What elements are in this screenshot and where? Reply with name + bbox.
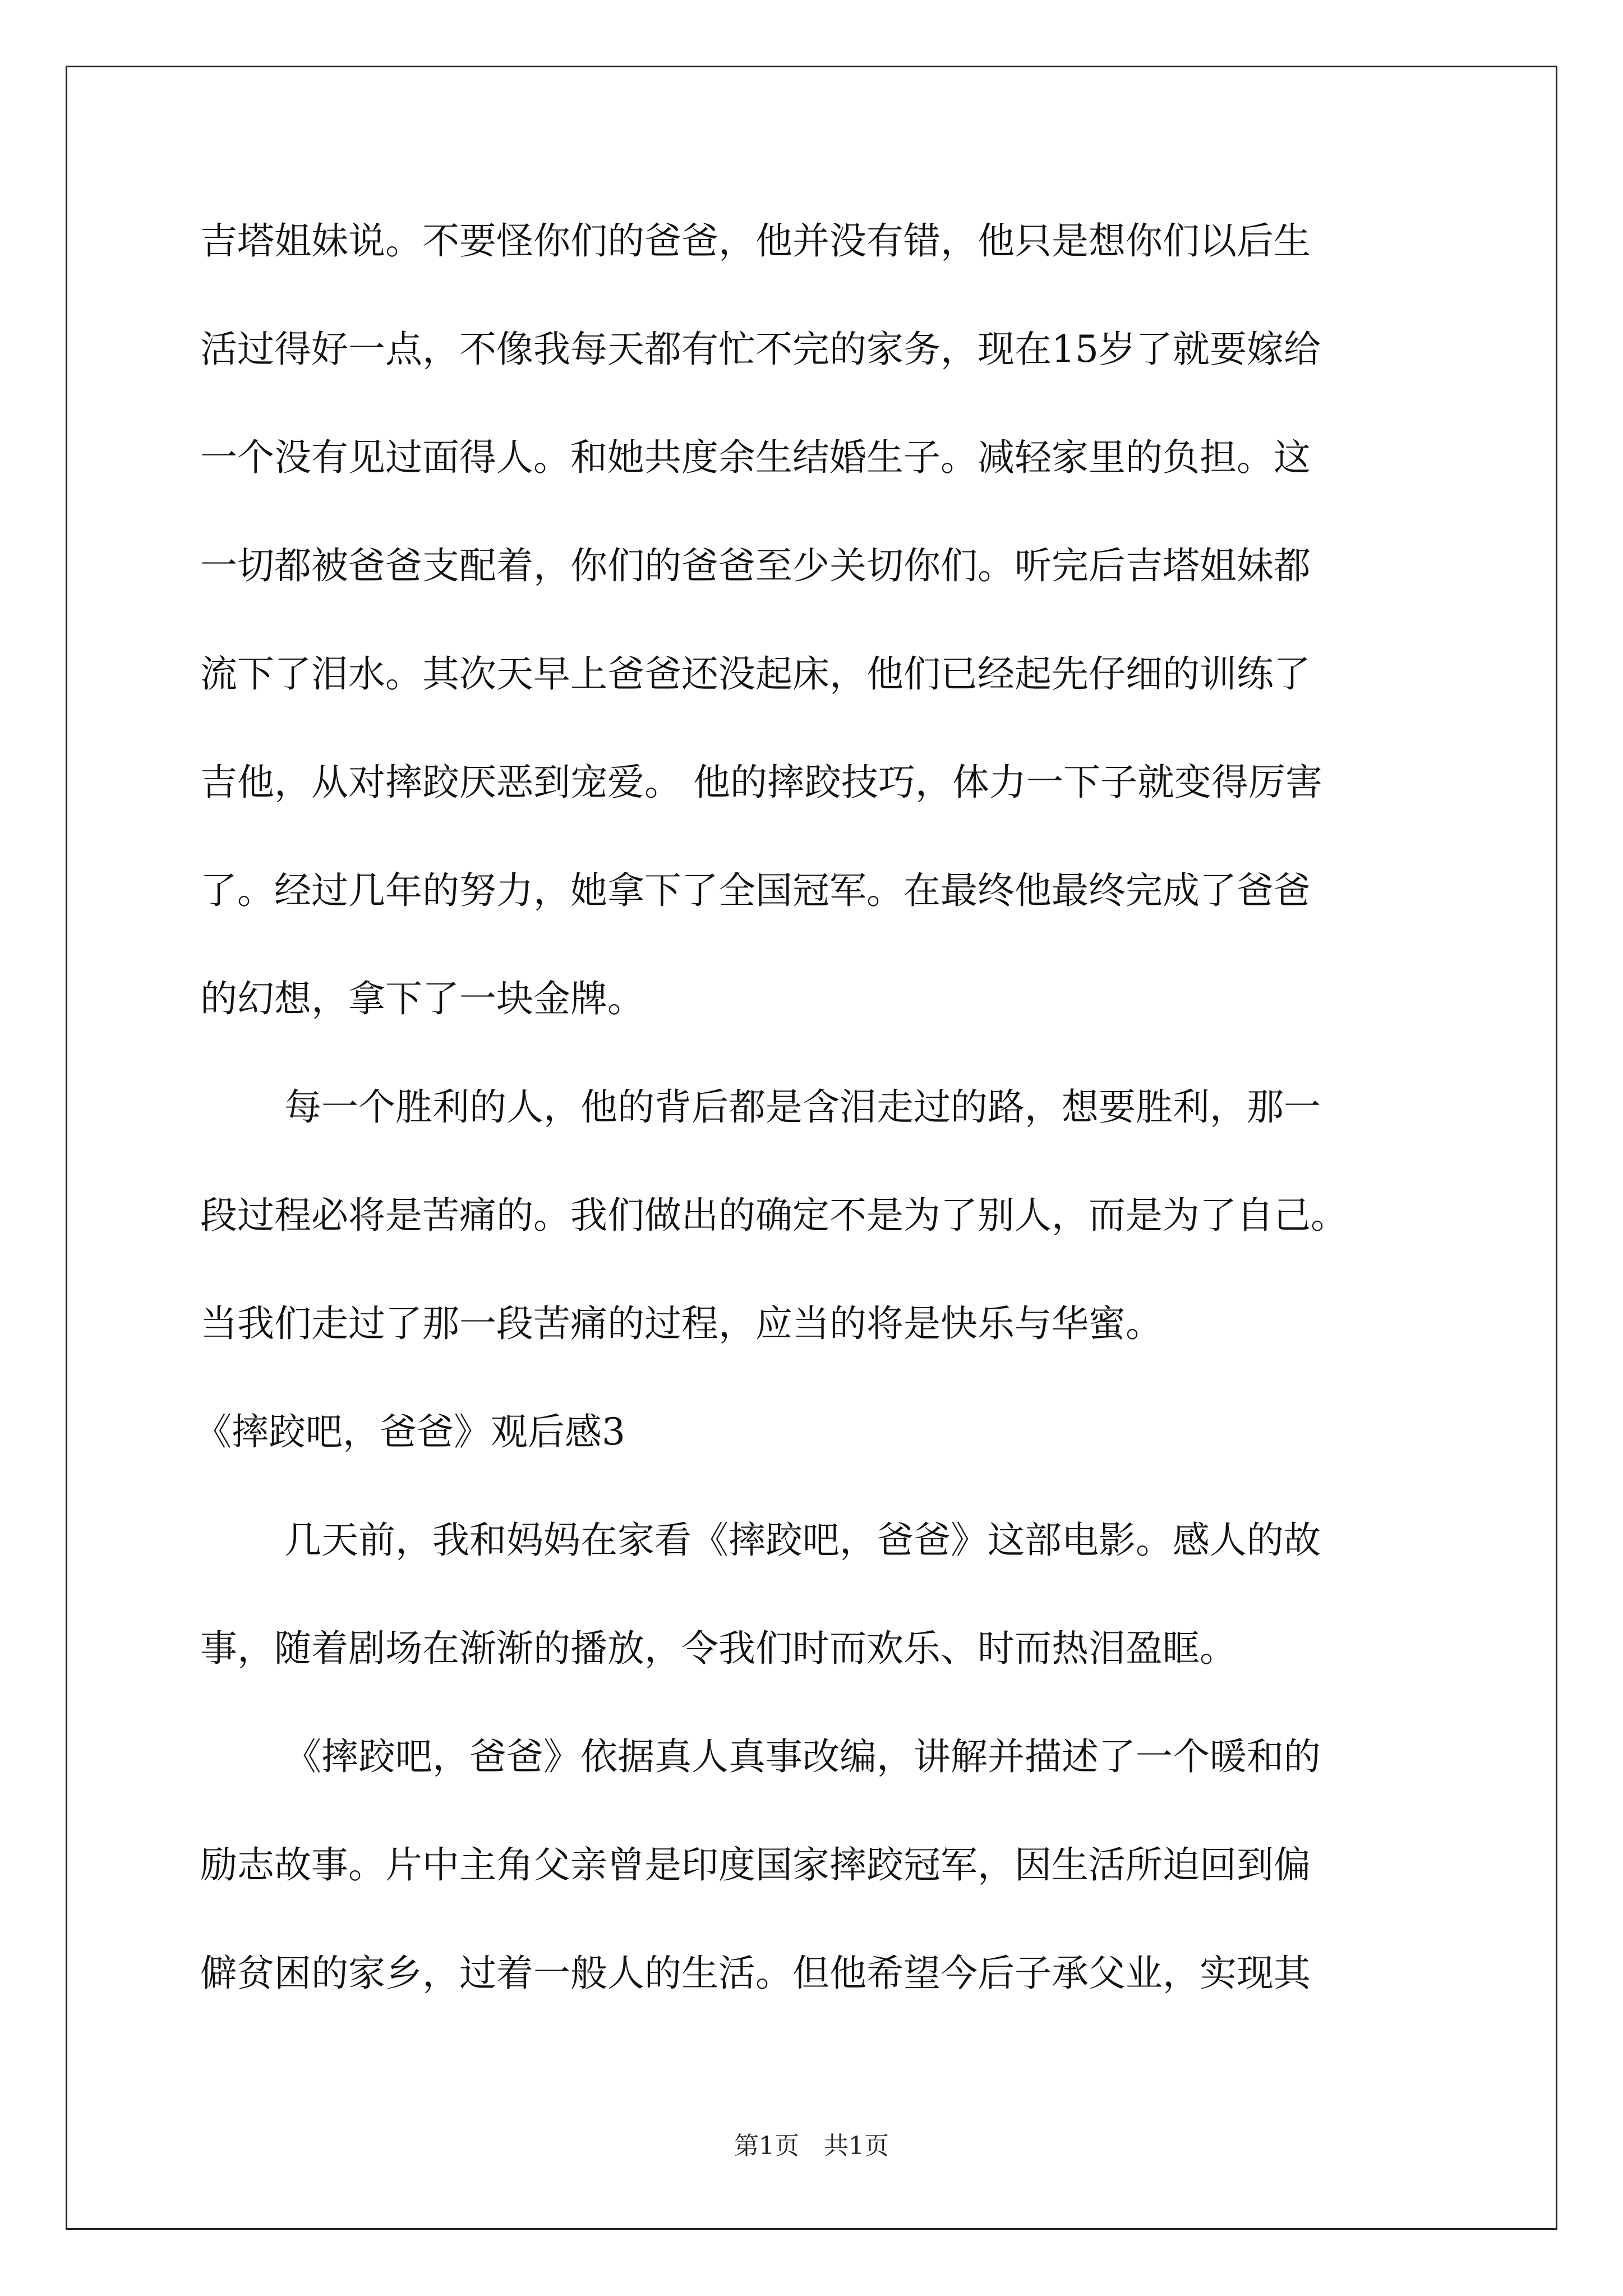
- paragraph-start-line: 几天前，我和妈妈在家看《摔跤吧，爸爸》这部电影。感人的故: [284, 1519, 1321, 1562]
- text-line: 段过程必将是苦痛的。我们做出的确定不是为了别人，而是为了自己。: [200, 1194, 1348, 1237]
- page-footer: 第1页 共1页: [734, 2132, 889, 2160]
- text-line: 一个没有见过面得人。和她共度余生结婚生子。减轻家里的负担。这: [200, 436, 1311, 479]
- text-line: 事，随着剧场在渐渐的播放，令我们时而欢乐、时而热泪盈眶。: [200, 1627, 1237, 1670]
- text-line: 吉他，从对摔跤厌恶到宠爱。 他的摔跤技巧，体力一下子就变得厉害: [200, 761, 1322, 804]
- text-line: 流下了泪水。其次天早上爸爸还没起床，他们已经起先仔细的训练了: [200, 652, 1311, 696]
- text-line: 的幻想，拿下了一块金牌。: [200, 977, 644, 1020]
- text-line: 活过得好一点，不像我每天都有忙不完的家务，现在15岁了就要嫁给: [200, 328, 1321, 371]
- text-line: 一切都被爸爸支配着，你们的爸爸至少关切你们。听完后吉塔姐妹都: [200, 544, 1311, 587]
- text-line: 当我们走过了那一段苦痛的过程，应当的将是快乐与华蜜。: [200, 1302, 1163, 1345]
- text-line: 励志故事。片中主角父亲曾是印度国家摔跤冠军，因生活所迫回到偏: [200, 1843, 1311, 1887]
- section-heading: 《摔跤吧，爸爸》观后感3: [195, 1410, 625, 1453]
- text-line: 了。经过几年的努力，她拿下了全国冠军。在最终他最终完成了爸爸: [200, 869, 1311, 912]
- text-line: 僻贫困的家乡，过着一般人的生活。但他希望今后子承父业，实现其: [200, 1952, 1311, 1995]
- paragraph-start-line: 《摔跤吧，爸爸》依据真人真事改编，讲解并描述了一个暖和的: [284, 1735, 1321, 1778]
- paragraph-start-line: 每一个胜利的人，他的背后都是含泪走过的路，想要胜利，那一: [284, 1085, 1321, 1129]
- page-border: [66, 66, 1557, 2230]
- text-line: 吉塔姐妹说。不要怪你们的爸爸，他并没有错，他只是想你们以后生: [200, 219, 1311, 263]
